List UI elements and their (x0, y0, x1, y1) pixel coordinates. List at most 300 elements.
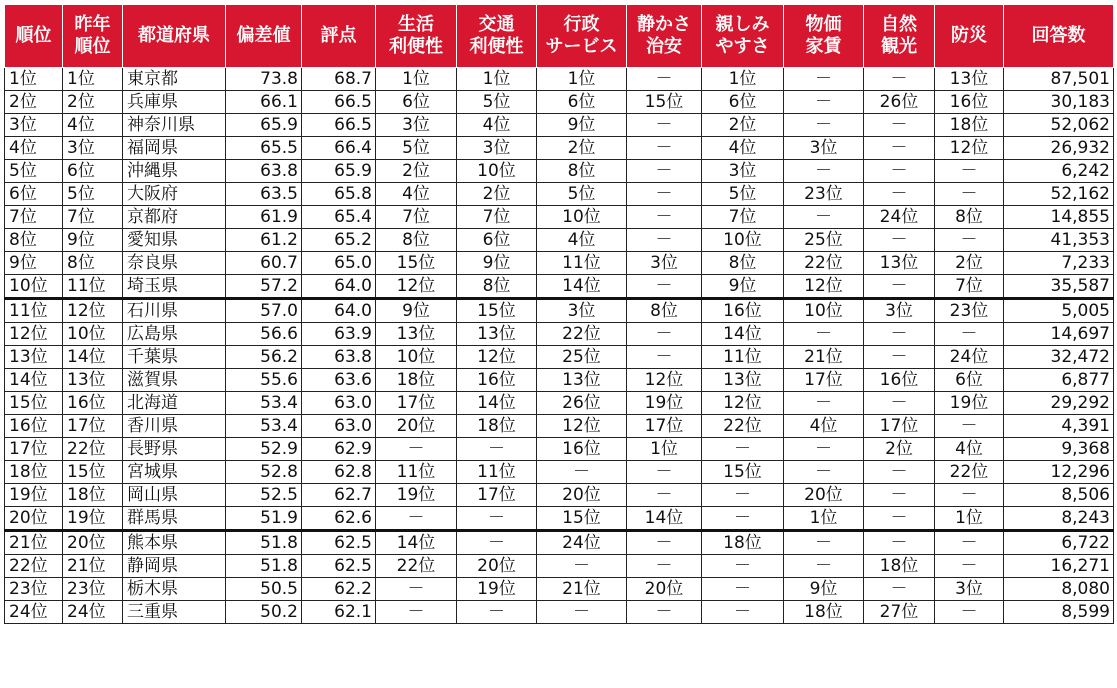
cell-deviation-value: 55.6 (226, 369, 302, 392)
cell-transport-convenience: 5位 (457, 91, 537, 114)
cell-prices-rent: 17位 (784, 369, 864, 392)
cell-deviation-value: 53.4 (226, 415, 302, 438)
cell-nature-tourism: 24位 (864, 206, 935, 229)
cell-prices-rent: － (784, 91, 864, 114)
table-body (5, 68, 1114, 624)
cell-disaster-prevention: 2位 (935, 252, 1004, 275)
cell-living-convenience: 18位 (376, 369, 457, 392)
cell-responses: 32,472 (1004, 346, 1114, 369)
cell-quietness-safety: 8位 (627, 299, 702, 323)
cell-living-convenience: 8位 (376, 229, 457, 252)
cell-friendliness: － (702, 484, 784, 507)
column-header-friendliness (702, 5, 784, 68)
cell-nature-tourism: － (864, 323, 935, 346)
cell-prices-rent: 21位 (784, 346, 864, 369)
cell-disaster-prevention: 23位 (935, 299, 1004, 323)
cell-administrative-services: － (537, 555, 627, 578)
cell-administrative-services: 4位 (537, 229, 627, 252)
table-row (5, 206, 1114, 229)
cell-responses: 26,932 (1004, 137, 1114, 160)
cell-disaster-prevention: － (935, 415, 1004, 438)
cell-prices-rent: － (784, 461, 864, 484)
cell-score: 62.7 (302, 484, 376, 507)
column-header-text: 順位 (15, 25, 52, 46)
cell-quietness-safety: － (627, 137, 702, 160)
cell-rank: 3位 (5, 114, 63, 137)
cell-transport-convenience: 20位 (457, 555, 537, 578)
column-header-text: 交通 (478, 14, 515, 35)
table-row (5, 461, 1114, 484)
cell-last-year-rank: 12位 (63, 299, 123, 323)
cell-prices-rent: 22位 (784, 252, 864, 275)
cell-quietness-safety: 14位 (627, 507, 702, 531)
cell-quietness-safety: － (627, 555, 702, 578)
column-header-nature-tourism (864, 5, 935, 68)
column-header-text: 物価 (805, 14, 842, 35)
column-header-text: 自然 (881, 14, 917, 35)
table-row (5, 183, 1114, 206)
cell-prices-rent: 3位 (784, 137, 864, 160)
cell-disaster-prevention: 12位 (935, 137, 1004, 160)
cell-rank: 12位 (5, 323, 63, 346)
cell-rank: 8位 (5, 229, 63, 252)
cell-quietness-safety: 12位 (627, 369, 702, 392)
cell-transport-convenience: 1位 (457, 68, 537, 91)
cell-quietness-safety: 1位 (627, 438, 702, 461)
column-header-text: 偏差値 (236, 25, 291, 46)
table-row (5, 252, 1114, 275)
cell-disaster-prevention: － (935, 484, 1004, 507)
cell-administrative-services: 6位 (537, 91, 627, 114)
cell-rank: 24位 (5, 601, 63, 624)
cell-transport-convenience: 9位 (457, 252, 537, 275)
cell-friendliness: 3位 (702, 160, 784, 183)
cell-administrative-services: 13位 (537, 369, 627, 392)
column-header-text: 治安 (646, 36, 682, 57)
column-header-score (302, 5, 376, 68)
cell-score: 63.0 (302, 392, 376, 415)
cell-living-convenience: 3位 (376, 114, 457, 137)
cell-last-year-rank: 19位 (63, 507, 123, 531)
cell-responses: 87,501 (1004, 68, 1114, 91)
cell-living-convenience: 13位 (376, 323, 457, 346)
cell-quietness-safety: － (627, 275, 702, 299)
table-row (5, 601, 1114, 624)
column-header-transport-convenience (457, 5, 537, 68)
cell-rank: 6位 (5, 183, 63, 206)
cell-transport-convenience: － (457, 601, 537, 624)
cell-rank: 14位 (5, 369, 63, 392)
cell-friendliness: 9位 (702, 275, 784, 299)
cell-nature-tourism: 16位 (864, 369, 935, 392)
cell-administrative-services: 20位 (537, 484, 627, 507)
cell-score: 62.9 (302, 438, 376, 461)
cell-disaster-prevention: 1位 (935, 507, 1004, 531)
cell-responses: 30,183 (1004, 91, 1114, 114)
cell-quietness-safety: 17位 (627, 415, 702, 438)
column-header-text: 静かさ (637, 14, 691, 35)
cell-friendliness: 7位 (702, 206, 784, 229)
column-header-prefecture (123, 5, 226, 68)
cell-prices-rent: 18位 (784, 601, 864, 624)
cell-administrative-services: 21位 (537, 578, 627, 601)
table-row (5, 68, 1114, 91)
cell-administrative-services: 9位 (537, 114, 627, 137)
cell-prefecture: 沖縄県 (123, 160, 226, 183)
cell-quietness-safety: 19位 (627, 392, 702, 415)
cell-last-year-rank: 16位 (63, 392, 123, 415)
cell-responses: 6,722 (1004, 531, 1114, 555)
cell-disaster-prevention: 19位 (935, 392, 1004, 415)
cell-deviation-value: 50.2 (226, 601, 302, 624)
cell-quietness-safety: － (627, 323, 702, 346)
cell-responses: 5,005 (1004, 299, 1114, 323)
cell-nature-tourism: － (864, 346, 935, 369)
cell-friendliness: 15位 (702, 461, 784, 484)
cell-deviation-value: 57.2 (226, 275, 302, 299)
cell-administrative-services: 5位 (537, 183, 627, 206)
cell-score: 65.0 (302, 252, 376, 275)
cell-prices-rent: 23位 (784, 183, 864, 206)
cell-last-year-rank: 20位 (63, 531, 123, 555)
cell-living-convenience: 11位 (376, 461, 457, 484)
cell-transport-convenience: － (457, 507, 537, 531)
cell-last-year-rank: 24位 (63, 601, 123, 624)
cell-prefecture: 長野県 (123, 438, 226, 461)
cell-last-year-rank: 5位 (63, 183, 123, 206)
cell-transport-convenience: 6位 (457, 229, 537, 252)
cell-nature-tourism: 2位 (864, 438, 935, 461)
cell-rank: 1位 (5, 68, 63, 91)
column-header-text: 昨年 (74, 14, 111, 35)
cell-prices-rent: － (784, 114, 864, 137)
table-row (5, 346, 1114, 369)
cell-last-year-rank: 11位 (63, 275, 123, 299)
column-header-text: 利便性 (389, 36, 443, 57)
cell-quietness-safety: － (627, 68, 702, 91)
cell-prefecture: 静岡県 (123, 555, 226, 578)
cell-friendliness: 13位 (702, 369, 784, 392)
cell-prices-rent: 10位 (784, 299, 864, 323)
ranking-table (4, 4, 1114, 624)
cell-responses: 14,855 (1004, 206, 1114, 229)
cell-friendliness: 16位 (702, 299, 784, 323)
cell-responses: 12,296 (1004, 461, 1114, 484)
cell-friendliness: － (702, 555, 784, 578)
cell-administrative-services: － (537, 601, 627, 624)
cell-nature-tourism: － (864, 183, 935, 206)
cell-last-year-rank: 17位 (63, 415, 123, 438)
cell-deviation-value: 73.8 (226, 68, 302, 91)
cell-last-year-rank: 4位 (63, 114, 123, 137)
cell-disaster-prevention: － (935, 160, 1004, 183)
cell-prices-rent: 9位 (784, 578, 864, 601)
cell-prefecture: 東京都 (123, 68, 226, 91)
cell-responses: 9,368 (1004, 438, 1114, 461)
table-row (5, 438, 1114, 461)
table-row (5, 507, 1114, 531)
cell-disaster-prevention: 8位 (935, 206, 1004, 229)
cell-disaster-prevention: 3位 (935, 578, 1004, 601)
table-row (5, 531, 1114, 555)
cell-last-year-rank: 1位 (63, 68, 123, 91)
cell-score: 68.7 (302, 68, 376, 91)
cell-last-year-rank: 23位 (63, 578, 123, 601)
cell-disaster-prevention: － (935, 229, 1004, 252)
cell-score: 63.0 (302, 415, 376, 438)
cell-transport-convenience: 15位 (457, 299, 537, 323)
cell-score: 63.8 (302, 346, 376, 369)
cell-prefecture: 三重県 (123, 601, 226, 624)
cell-rank: 22位 (5, 555, 63, 578)
cell-prices-rent: 20位 (784, 484, 864, 507)
cell-transport-convenience: 19位 (457, 578, 537, 601)
cell-administrative-services: 1位 (537, 68, 627, 91)
cell-responses: 8,243 (1004, 507, 1114, 531)
cell-disaster-prevention: － (935, 323, 1004, 346)
cell-disaster-prevention: 6位 (935, 369, 1004, 392)
cell-last-year-rank: 6位 (63, 160, 123, 183)
cell-living-convenience: 4位 (376, 183, 457, 206)
cell-living-convenience: 19位 (376, 484, 457, 507)
cell-transport-convenience: 7位 (457, 206, 537, 229)
cell-responses: 52,162 (1004, 183, 1114, 206)
cell-score: 62.5 (302, 555, 376, 578)
cell-nature-tourism: 13位 (864, 252, 935, 275)
cell-living-convenience: － (376, 601, 457, 624)
cell-living-convenience: 17位 (376, 392, 457, 415)
cell-prices-rent: 12位 (784, 275, 864, 299)
cell-transport-convenience: － (457, 438, 537, 461)
table-row (5, 114, 1114, 137)
cell-prefecture: 千葉県 (123, 346, 226, 369)
cell-score: 63.9 (302, 323, 376, 346)
cell-prefecture: 岡山県 (123, 484, 226, 507)
cell-deviation-value: 51.8 (226, 531, 302, 555)
cell-prefecture: 大阪府 (123, 183, 226, 206)
cell-administrative-services: 2位 (537, 137, 627, 160)
cell-transport-convenience: 13位 (457, 323, 537, 346)
cell-score: 65.9 (302, 160, 376, 183)
cell-disaster-prevention: 4位 (935, 438, 1004, 461)
cell-deviation-value: 65.9 (226, 114, 302, 137)
cell-nature-tourism: 3位 (864, 299, 935, 323)
cell-transport-convenience: 10位 (457, 160, 537, 183)
column-header-text: やすさ (715, 36, 770, 57)
cell-rank: 17位 (5, 438, 63, 461)
cell-responses: 41,353 (1004, 229, 1114, 252)
cell-score: 65.4 (302, 206, 376, 229)
cell-rank: 9位 (5, 252, 63, 275)
cell-deviation-value: 52.8 (226, 461, 302, 484)
cell-prices-rent: 25位 (784, 229, 864, 252)
cell-score: 62.1 (302, 601, 376, 624)
cell-disaster-prevention: 18位 (935, 114, 1004, 137)
cell-rank: 16位 (5, 415, 63, 438)
cell-nature-tourism: － (864, 229, 935, 252)
cell-transport-convenience: 16位 (457, 369, 537, 392)
cell-living-convenience: 6位 (376, 91, 457, 114)
cell-rank: 5位 (5, 160, 63, 183)
cell-rank: 7位 (5, 206, 63, 229)
column-header-administrative-services (537, 5, 627, 68)
cell-deviation-value: 53.4 (226, 392, 302, 415)
cell-disaster-prevention: 24位 (935, 346, 1004, 369)
column-header-quietness-safety (627, 5, 702, 68)
cell-responses: 6,242 (1004, 160, 1114, 183)
cell-prefecture: 熊本県 (123, 531, 226, 555)
cell-prices-rent: － (784, 555, 864, 578)
cell-prefecture: 埼玉県 (123, 275, 226, 299)
cell-last-year-rank: 9位 (63, 229, 123, 252)
cell-prefecture: 広島県 (123, 323, 226, 346)
cell-responses: 16,271 (1004, 555, 1114, 578)
column-header-text: 行政 (563, 14, 600, 35)
cell-score: 62.6 (302, 507, 376, 531)
table-row (5, 275, 1114, 299)
cell-quietness-safety: － (627, 484, 702, 507)
cell-prices-rent: － (784, 438, 864, 461)
cell-living-convenience: 15位 (376, 252, 457, 275)
cell-quietness-safety: － (627, 601, 702, 624)
cell-score: 66.5 (302, 91, 376, 114)
cell-nature-tourism: 27位 (864, 601, 935, 624)
cell-prices-rent: － (784, 323, 864, 346)
cell-living-convenience: － (376, 578, 457, 601)
cell-administrative-services: 22位 (537, 323, 627, 346)
cell-friendliness: 12位 (702, 392, 784, 415)
ranking-table-container (4, 4, 1113, 684)
cell-friendliness: 4位 (702, 137, 784, 160)
cell-living-convenience: 1位 (376, 68, 457, 91)
cell-deviation-value: 50.5 (226, 578, 302, 601)
cell-last-year-rank: 3位 (63, 137, 123, 160)
cell-disaster-prevention: － (935, 531, 1004, 555)
cell-transport-convenience: 3位 (457, 137, 537, 160)
cell-quietness-safety: 15位 (627, 91, 702, 114)
table-row (5, 160, 1114, 183)
column-header-deviation-value (226, 5, 302, 68)
cell-transport-convenience: 17位 (457, 484, 537, 507)
cell-responses: 29,292 (1004, 392, 1114, 415)
cell-transport-convenience: 8位 (457, 275, 537, 299)
cell-quietness-safety: － (627, 114, 702, 137)
cell-administrative-services: － (537, 461, 627, 484)
cell-friendliness: 5位 (702, 183, 784, 206)
column-header-text: 家賃 (805, 36, 842, 57)
column-header-text: 利便性 (469, 36, 524, 57)
cell-prefecture: 宮城県 (123, 461, 226, 484)
cell-rank: 18位 (5, 461, 63, 484)
cell-rank: 4位 (5, 137, 63, 160)
cell-responses: 8,599 (1004, 601, 1114, 624)
column-header-text: 親しみ (715, 14, 770, 35)
cell-quietness-safety: － (627, 461, 702, 484)
cell-prefecture: 栃木県 (123, 578, 226, 601)
cell-score: 65.2 (302, 229, 376, 252)
cell-nature-tourism: － (864, 275, 935, 299)
cell-nature-tourism: － (864, 461, 935, 484)
cell-friendliness: 1位 (702, 68, 784, 91)
cell-disaster-prevention: 7位 (935, 275, 1004, 299)
cell-transport-convenience: 12位 (457, 346, 537, 369)
cell-friendliness: － (702, 438, 784, 461)
cell-rank: 2位 (5, 91, 63, 114)
table-row (5, 369, 1114, 392)
cell-last-year-rank: 8位 (63, 252, 123, 275)
column-header-text: 防災 (951, 25, 987, 46)
cell-friendliness: 11位 (702, 346, 784, 369)
cell-friendliness: 2位 (702, 114, 784, 137)
cell-living-convenience: 9位 (376, 299, 457, 323)
cell-nature-tourism: 26位 (864, 91, 935, 114)
cell-deviation-value: 65.5 (226, 137, 302, 160)
cell-rank: 11位 (5, 299, 63, 323)
cell-quietness-safety: － (627, 160, 702, 183)
table-row (5, 229, 1114, 252)
cell-transport-convenience: 2位 (457, 183, 537, 206)
cell-responses: 6,877 (1004, 369, 1114, 392)
table-row (5, 392, 1114, 415)
cell-friendliness: － (702, 507, 784, 531)
cell-friendliness: 14位 (702, 323, 784, 346)
cell-prefecture: 京都府 (123, 206, 226, 229)
cell-disaster-prevention: － (935, 601, 1004, 624)
cell-score: 62.2 (302, 578, 376, 601)
cell-living-convenience: 10位 (376, 346, 457, 369)
cell-quietness-safety: 3位 (627, 252, 702, 275)
cell-disaster-prevention: 16位 (935, 91, 1004, 114)
cell-score: 63.6 (302, 369, 376, 392)
cell-disaster-prevention: － (935, 183, 1004, 206)
cell-prices-rent: － (784, 531, 864, 555)
cell-prices-rent: 4位 (784, 415, 864, 438)
cell-deviation-value: 57.0 (226, 299, 302, 323)
cell-administrative-services: 3位 (537, 299, 627, 323)
cell-deviation-value: 52.5 (226, 484, 302, 507)
column-header-living-convenience (376, 5, 457, 68)
table-row (5, 91, 1114, 114)
cell-deviation-value: 66.1 (226, 91, 302, 114)
column-header-prices-rent (784, 5, 864, 68)
cell-rank: 19位 (5, 484, 63, 507)
cell-responses: 8,080 (1004, 578, 1114, 601)
cell-prefecture: 群馬県 (123, 507, 226, 531)
cell-administrative-services: 25位 (537, 346, 627, 369)
cell-prefecture: 香川県 (123, 415, 226, 438)
cell-deviation-value: 63.8 (226, 160, 302, 183)
column-header-text: 生活 (398, 14, 434, 35)
cell-living-convenience: 7位 (376, 206, 457, 229)
cell-living-convenience: 22位 (376, 555, 457, 578)
cell-disaster-prevention: － (935, 555, 1004, 578)
cell-friendliness: 22位 (702, 415, 784, 438)
cell-quietness-safety: － (627, 346, 702, 369)
cell-quietness-safety: － (627, 229, 702, 252)
cell-administrative-services: 10位 (537, 206, 627, 229)
column-header-text: 順位 (74, 36, 111, 57)
cell-administrative-services: 26位 (537, 392, 627, 415)
cell-prefecture: 神奈川県 (123, 114, 226, 137)
cell-living-convenience: 5位 (376, 137, 457, 160)
cell-transport-convenience: 18位 (457, 415, 537, 438)
cell-living-convenience: 12位 (376, 275, 457, 299)
cell-nature-tourism: － (864, 114, 935, 137)
cell-living-convenience: 20位 (376, 415, 457, 438)
cell-deviation-value: 51.8 (226, 555, 302, 578)
cell-last-year-rank: 10位 (63, 323, 123, 346)
cell-responses: 35,587 (1004, 275, 1114, 299)
